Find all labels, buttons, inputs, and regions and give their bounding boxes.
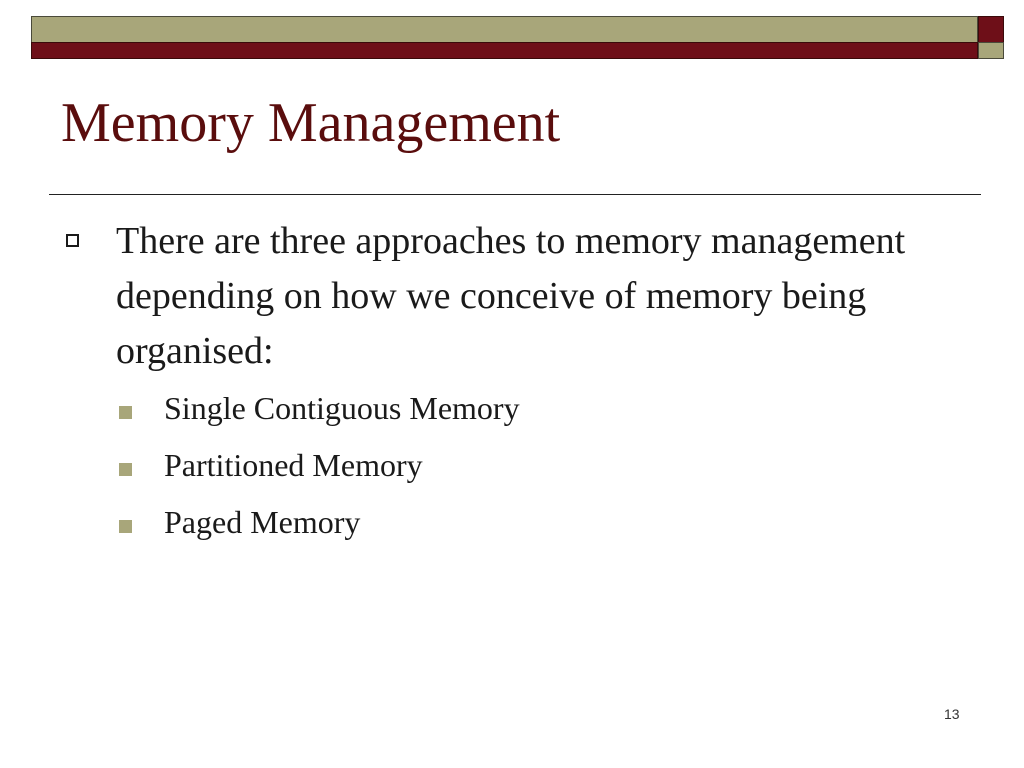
sub-bullet-text: Single Contiguous Memory (164, 390, 520, 426)
filled-square-bullet-icon (119, 406, 132, 419)
filled-square-bullet-icon (119, 463, 132, 476)
header-corner-olive (978, 42, 1004, 59)
header-band-maroon (31, 42, 978, 59)
header-band-olive (31, 16, 978, 43)
sub-bullet-text: Partitioned Memory (164, 447, 423, 483)
header-corner-maroon (978, 16, 1004, 43)
sub-bullet-text: Paged Memory (164, 504, 361, 540)
main-bullet-text: There are three approaches to memory management depending on how we conceive of memory being organised: (116, 220, 906, 372)
filled-square-bullet-icon (119, 520, 132, 533)
slide-title: Memory Management (61, 92, 561, 154)
title-divider (49, 194, 981, 195)
page-number: 13 (944, 706, 960, 722)
hollow-square-bullet-icon (66, 234, 79, 247)
